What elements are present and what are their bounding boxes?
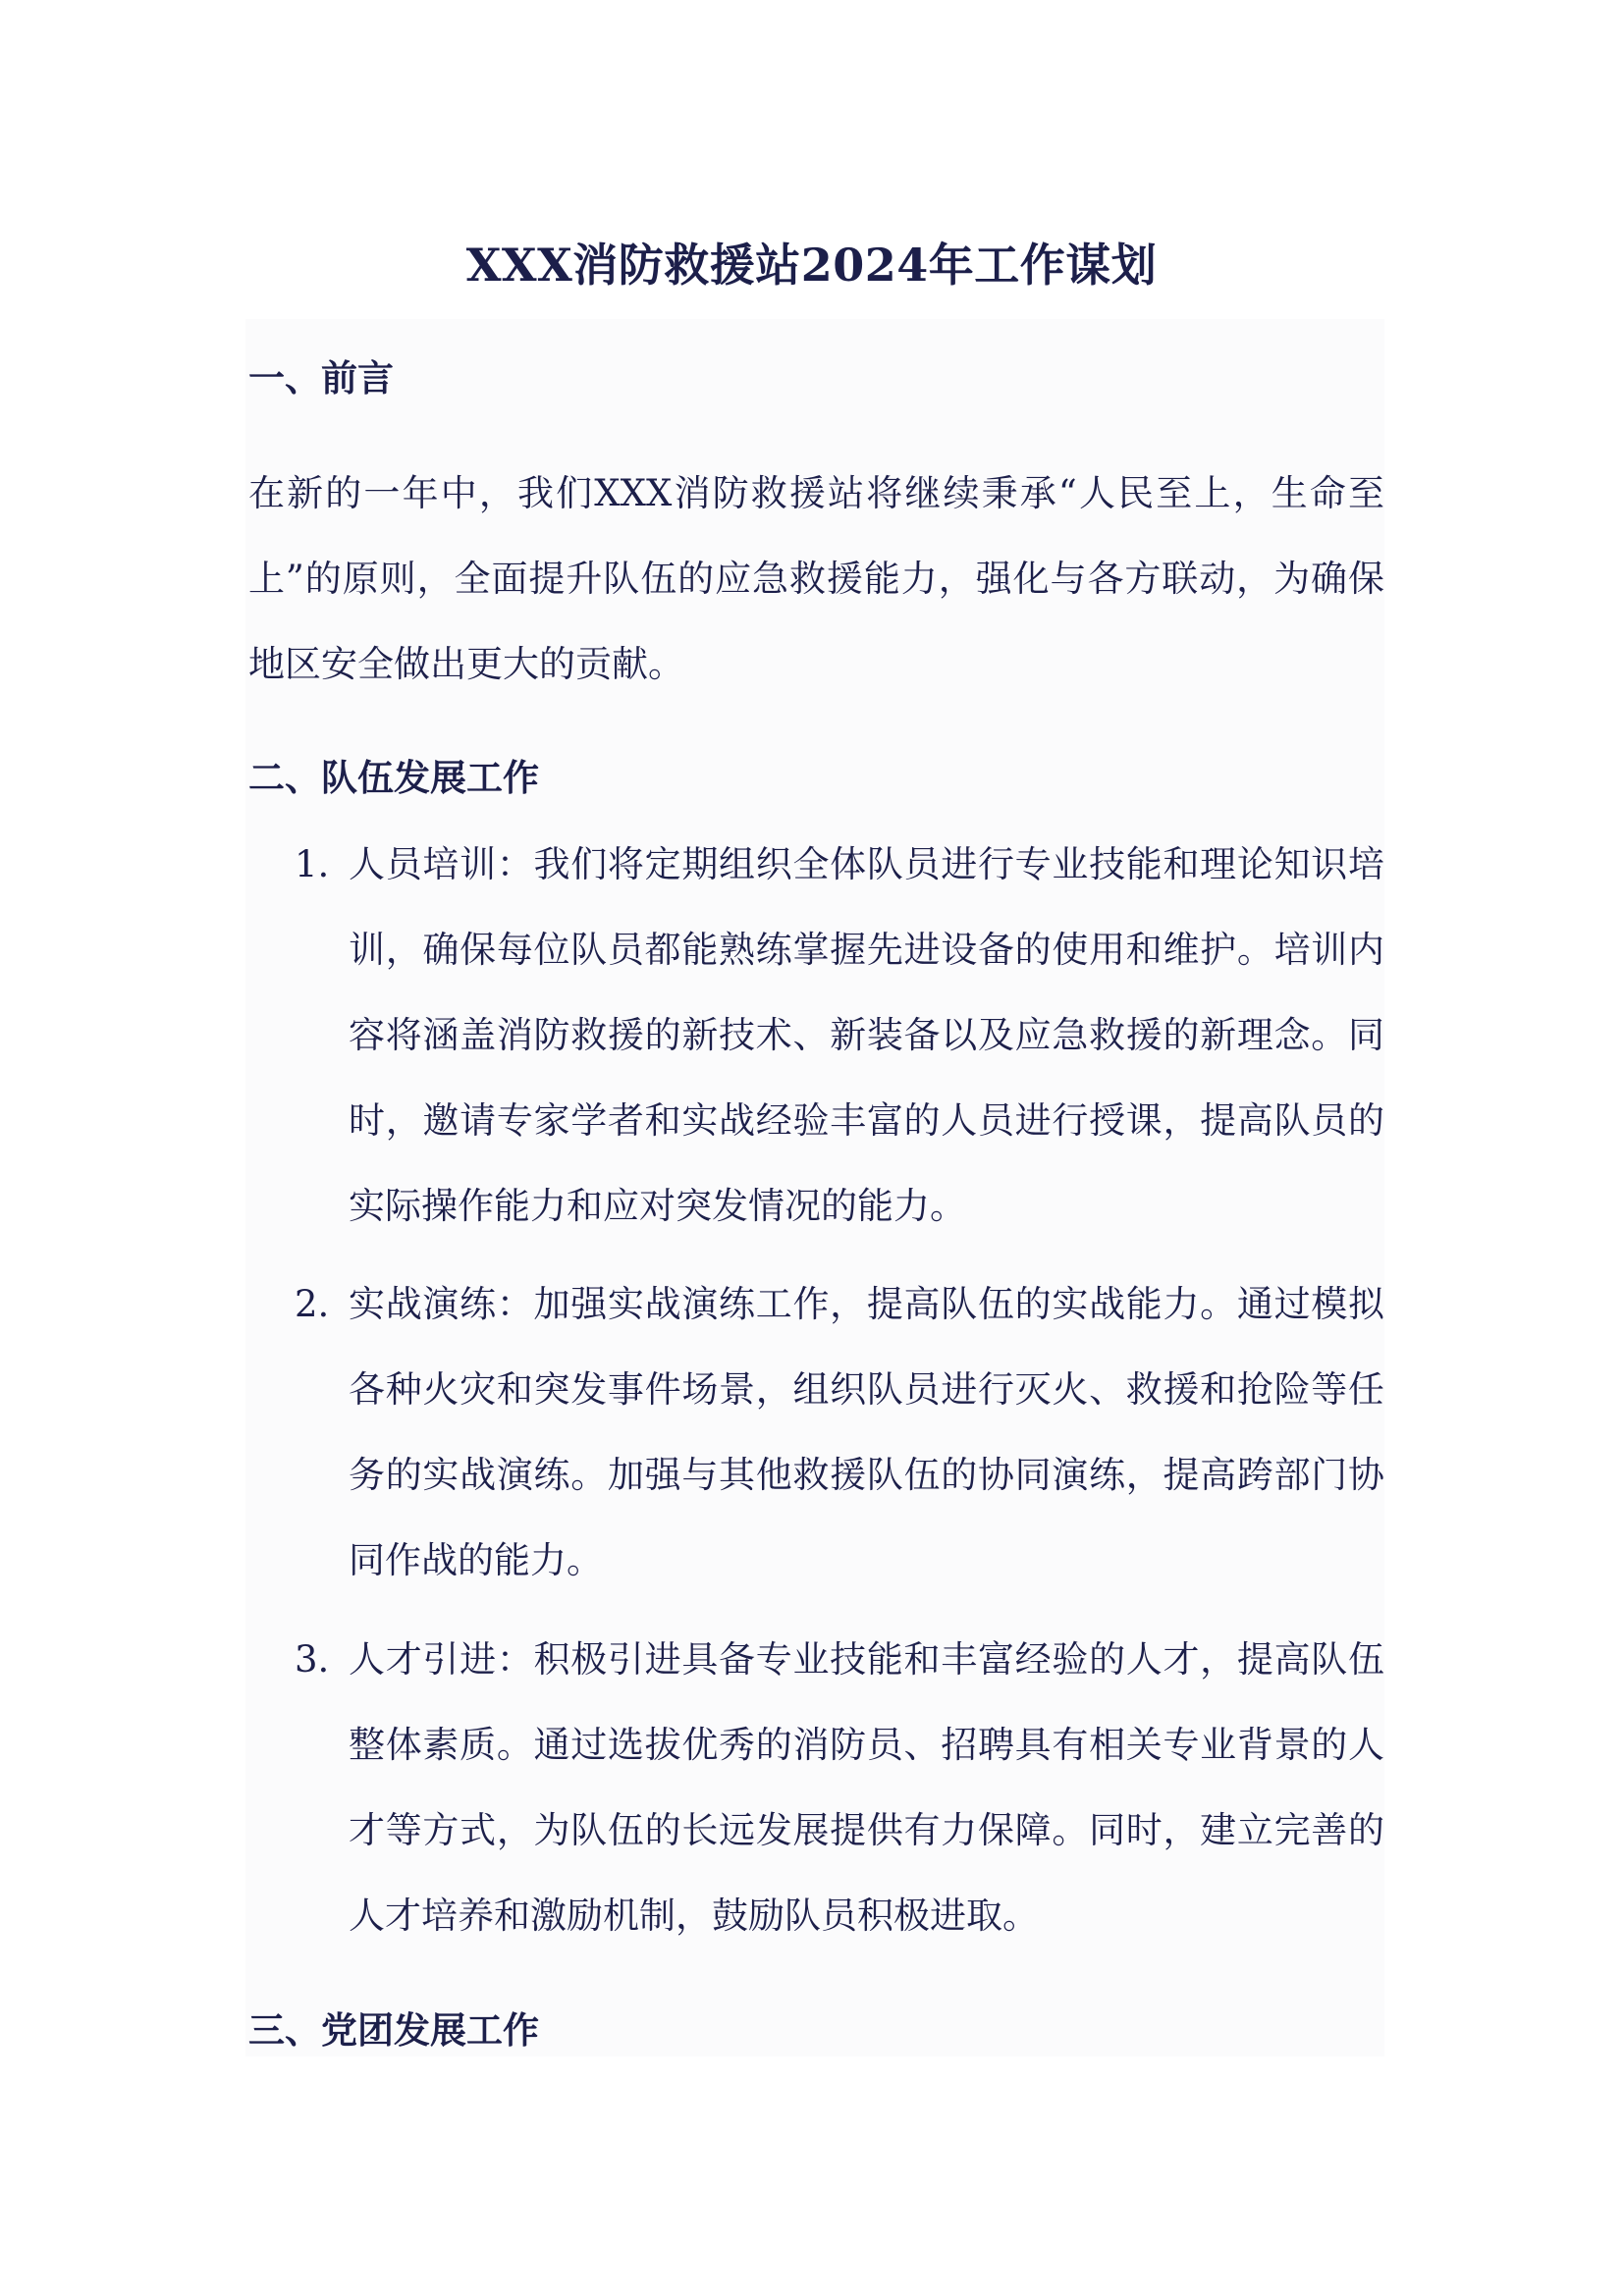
list-item-text: 人才引进：积极引进具备专业技能和丰富经验的人才，提高队伍整体素质。通过选拔优秀的消防员、招聘具有相关专业背景的人才等方式，为队伍的长远发展提供有力保障。同时，建立完善的人才培养和激励机制，鼓励队员积极进取。 [349, 1638, 1384, 1937]
page-title: XXX消防救援站2024年工作谋划 [465, 239, 1158, 292]
list-item-drills [295, 1261, 1384, 1603]
list-item-talent-recruitment [295, 1617, 1384, 1958]
list-item-number: 3. [295, 1638, 330, 1681]
section-heading-preface: 一、前言 [248, 356, 394, 400]
list-item-personnel-training [295, 822, 1384, 1249]
list-item-number: 2. [295, 1283, 330, 1325]
list-item-text: 人员培训：我们将定期组织全体队员进行专业技能和理论知识培训，确保每位队员都能熟练掌握先进设备的使用和维护。培训内容将涵盖消防救援的新技术、新装备以及应急救援的新理念。同时，邀请专家学者和实战经验丰富的人员进行授课，提高队员的实际操作能力和应对突发情况的能力。 [349, 843, 1384, 1227]
list-item-text: 实战演练：加强实战演练工作，提高队伍的实战能力。通过模拟各种火灾和突发事件场景，组织队员进行灭火、救援和抢险等任务的实战演练。加强与其他救援队伍的协同演练，提高跨部门协同作战的能力。 [349, 1283, 1384, 1581]
preface-paragraph: 在新的一年中，我们XXX消防救援站将继续秉承“人民至上，生命至上”的原则，全面提升队伍的应急救援能力，强化与各方联动，为确保地区安全做出更大的贡献。 [248, 472, 1384, 685]
section-heading-party-development: 三、党团发展工作 [248, 2008, 539, 2052]
list-item-number: 1. [295, 843, 330, 885]
section-heading-team-development: 二、队伍发展工作 [248, 756, 539, 799]
